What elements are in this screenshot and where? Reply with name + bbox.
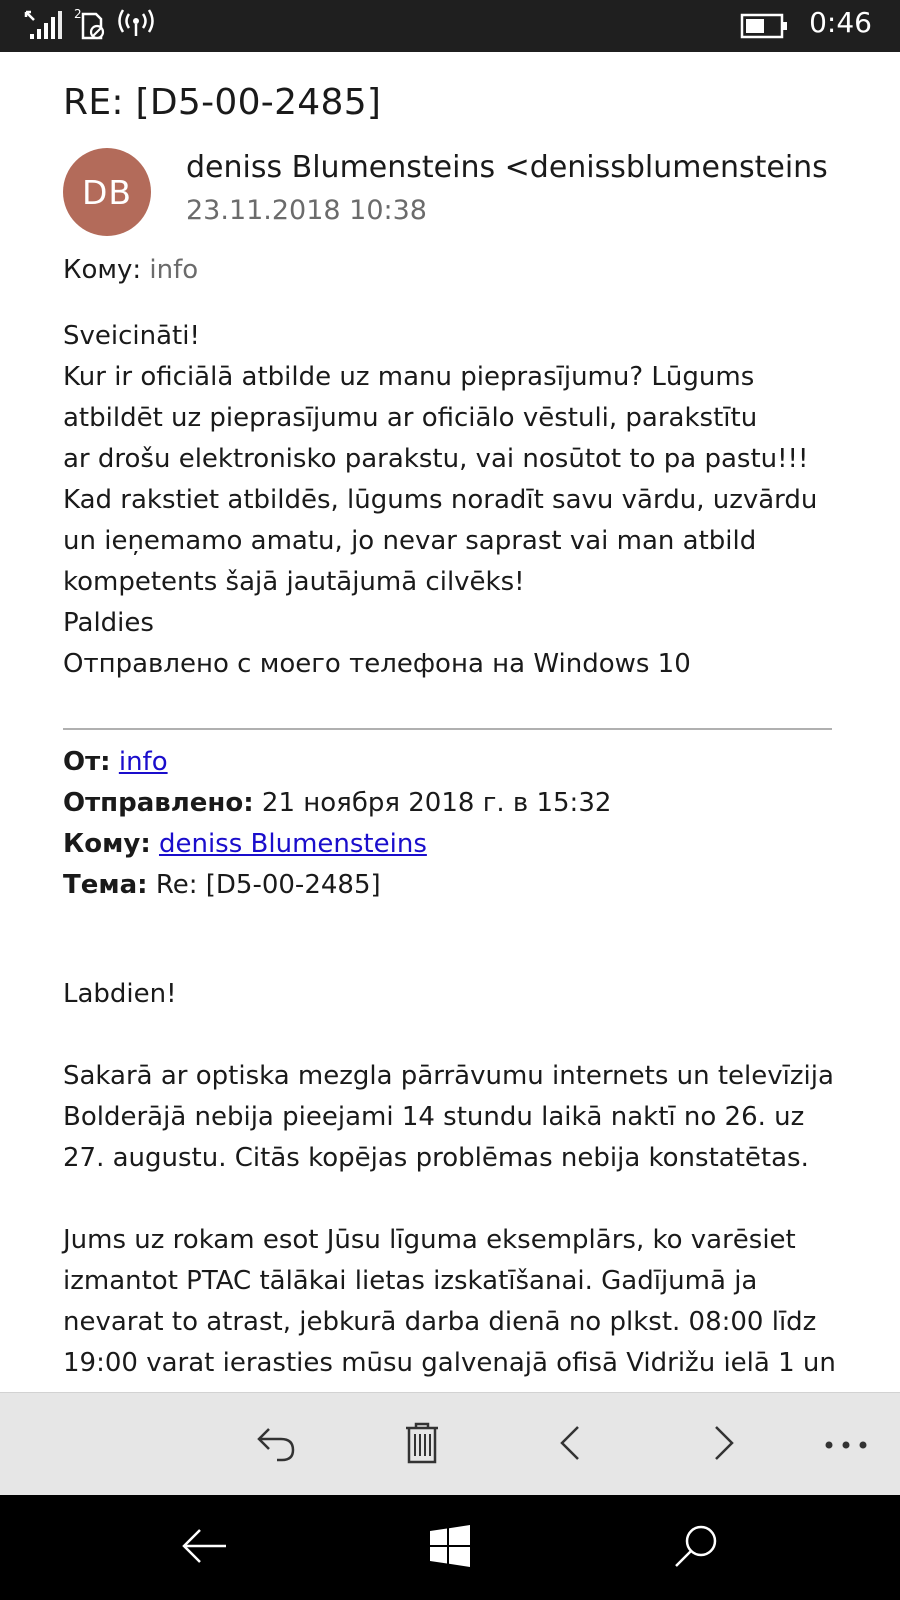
avatar-initials: DB: [81, 172, 133, 212]
quoted-sent-label: Отправлено:: [63, 788, 254, 818]
next-message-button[interactable]: [684, 1393, 764, 1496]
reply-greeting: Labdien!: [63, 979, 177, 1009]
reply-button[interactable]: [236, 1393, 316, 1496]
previous-message-button[interactable]: [530, 1393, 610, 1496]
recipient-line: [63, 255, 198, 285]
quoted-subject-row: [63, 865, 863, 906]
avatar[interactable]: [63, 148, 151, 236]
body-line: Kad rakstiet atbildēs, lūgums noradīt savu vārdu, uzvārdu: [63, 485, 818, 515]
quoted-from-label: От:: [63, 747, 111, 777]
clock-time: 0:46: [809, 6, 872, 39]
previous-icon: [558, 1423, 582, 1467]
paragraph-gap: [63, 1015, 883, 1056]
signal-strength-icon: [24, 8, 62, 44]
reply-line: 19:00 varat ierasties mūsu galvenajā ofisā Vidrižu ielā 1 un: [63, 1348, 836, 1378]
recipient-value[interactable]: info: [149, 255, 199, 285]
more-options-button[interactable]: [806, 1393, 886, 1496]
quoted-from-link[interactable]: info: [118, 747, 168, 777]
reply-line: izmantot PTAC tālākai lietas izskatīšanai. Gadījumā ja: [63, 1266, 758, 1296]
quoted-to-label: Кому:: [63, 829, 151, 859]
quoted-message-body: [63, 974, 883, 1384]
body-line: Paldies: [63, 608, 154, 638]
wifi-hotspot-icon: [118, 8, 154, 42]
body-line: atbildēt uz pieprasījumu ar oficiālo vēstuli, parakstītu: [63, 403, 758, 433]
body-line: ar drošu elektronisko parakstu, vai nosūtot to pa pastu!!!: [63, 444, 809, 474]
back-icon: [180, 1526, 228, 1570]
navigation-bar: [0, 1495, 900, 1600]
recipient-label: Кому:: [63, 255, 150, 285]
reply-line: nevarat to atrast, jebkurā darba dienā no plkst. 08:00 līdz: [63, 1307, 817, 1337]
delete-button[interactable]: [382, 1393, 462, 1496]
app-bar: [0, 1392, 900, 1495]
search-icon: [672, 1522, 720, 1574]
body-line: kompetents šajā jautājumā cilvēks!: [63, 567, 525, 597]
next-icon: [712, 1423, 736, 1467]
quoted-message-header: [63, 742, 863, 906]
status-bar: [0, 0, 900, 52]
quoted-to-row: [63, 824, 863, 865]
delete-icon: [404, 1422, 440, 1468]
quote-divider: [63, 728, 832, 730]
sender-name[interactable]: deniss Blumensteins <denissblumensteins: [186, 150, 828, 185]
body-line: Sveicināti!: [63, 321, 200, 351]
email-reading-pane[interactable]: [0, 52, 900, 1392]
reply-line: Jums uz rokam esot Jūsu līguma eksemplārs, ko varēsiet: [63, 1225, 796, 1255]
quoted-subject-value: Re: [D5-00-2485]: [155, 870, 381, 900]
body-line: Отправлено с моего телефона на Windows 10: [63, 649, 691, 679]
reply-line: Bolderājā nebija pieejami 14 stundu laikā naktī no 26. uz: [63, 1102, 805, 1132]
quoted-subject-label: Тема:: [63, 870, 148, 900]
email-body: [63, 316, 863, 685]
search-button[interactable]: [646, 1495, 746, 1600]
windows-start-icon: [429, 1525, 471, 1571]
quoted-from-row: [63, 742, 863, 783]
body-line: Kur ir oficiālā atbilde uz manu pieprasījumu? Lūgums: [63, 362, 755, 392]
quoted-sent-value: 21 ноября 2018 г. в 15:32: [261, 788, 612, 818]
back-button[interactable]: [154, 1495, 254, 1600]
reply-line: Sakarā ar optiska mezgla pārrāvumu internets un televīzija: [63, 1061, 834, 1091]
quoted-to-link[interactable]: deniss Blumensteins: [158, 829, 427, 859]
sim-2-no-sim-icon: [74, 6, 108, 44]
email-subject: RE: [D5-00-2485]: [63, 82, 382, 123]
quoted-sent-row: [63, 783, 863, 824]
battery-icon: [740, 12, 790, 44]
more-icon: [824, 1435, 868, 1454]
paragraph-gap: [63, 1179, 883, 1220]
start-button[interactable]: [400, 1495, 500, 1600]
reply-line: 27. augustu. Citās kopējas problēmas nebija konstatētas.: [63, 1143, 809, 1173]
sent-date: 23.11.2018 10:38: [186, 195, 427, 226]
body-line: un ieņemamo amatu, jo nevar saprast vai man atbild: [63, 526, 757, 556]
svg-text:2: 2: [74, 7, 82, 21]
reply-icon: [255, 1423, 297, 1467]
